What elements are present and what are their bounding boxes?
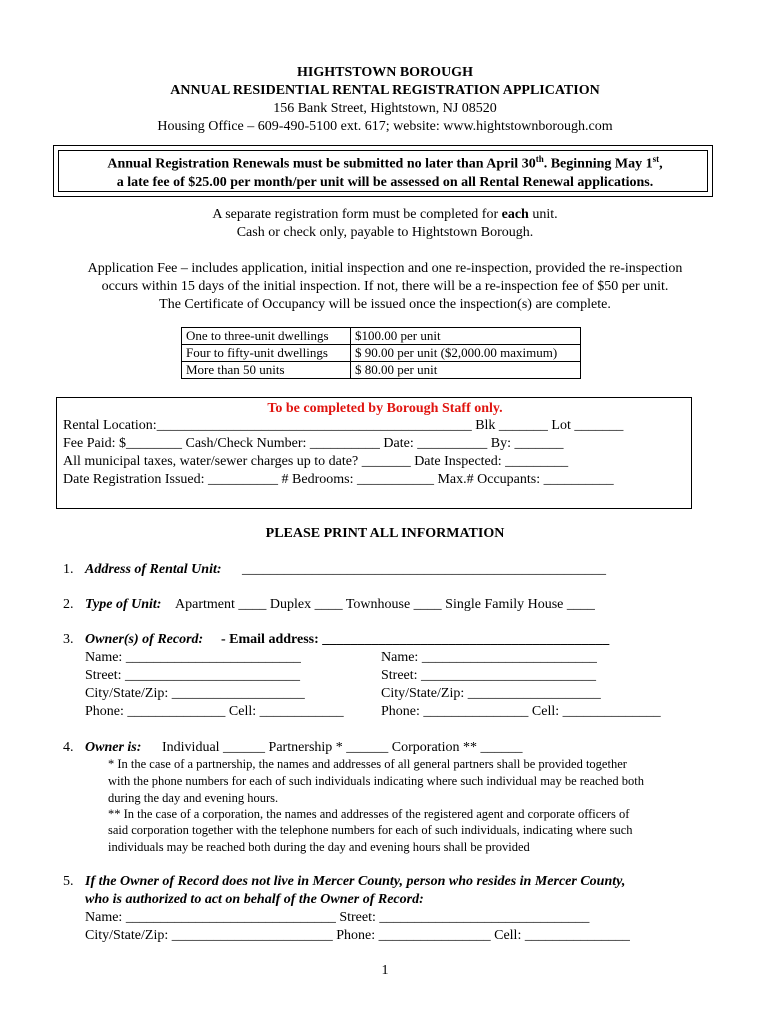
agent-name-street-row[interactable]: Name: ______________________________ Street: ______________________________ — [85, 910, 590, 925]
owner2-name-field[interactable]: Name: _________________________ — [381, 650, 597, 665]
form-title: ANNUAL RESIDENTIAL RENTAL REGISTRATION APPLICATION — [170, 83, 600, 98]
q4-label: Owner is: — [85, 740, 142, 755]
fee-category: One to three-unit dwellings — [182, 328, 351, 345]
unit-type-options[interactable]: Apartment ____ Duplex ____ Townhouse ____ Single Family House ____ — [175, 597, 595, 612]
table-row — [182, 362, 581, 379]
owner1-street-field[interactable]: Street: _________________________ — [85, 668, 301, 683]
staff-rental-location-row[interactable]: Rental Location:_____________________________________________ Blk _______ Lot _______ — [63, 418, 624, 433]
office-contact: Housing Office – 609-490-5100 ext. 617; website: www.hightstownborough.com — [157, 119, 613, 134]
notice-line-1: Annual Registration Renewals must be submitted no later than April 30th. Beginning May 1st, — [107, 154, 663, 172]
staff-only-heading: To be completed by Borough Staff only. — [267, 401, 503, 416]
office-address: 156 Bank Street, Hightstown, NJ 08520 — [273, 101, 497, 116]
agent-city-phone-row[interactable]: City/State/Zip: _______________________ Phone: ________________ Cell: _______________ — [85, 928, 630, 943]
owner1-phone-field[interactable]: Phone: ______________ Cell: ____________ — [85, 704, 344, 719]
fee-table — [181, 327, 581, 379]
owner2-city-field[interactable]: City/State/Zip: ___________________ — [381, 686, 601, 701]
staff-registration-row[interactable]: Date Registration Issued: __________ # Bedrooms: ___________ Max.# Occupants: __________ — [63, 472, 614, 487]
rental-address-field[interactable]: ____________________________________________________ — [242, 562, 606, 577]
partnership-note-line-2: with the phone numbers for each of such individuals indicating where such individual may be reached both — [108, 774, 644, 788]
fee-amount: $ 90.00 per unit ($2,000.00 maximum) — [351, 345, 581, 362]
fee-amount: $100.00 per unit — [351, 328, 581, 345]
q1-number: 1. — [63, 562, 74, 577]
corporation-note-line-3: individuals may be reached both during the day and evening hours shall be provided — [108, 840, 530, 854]
owner-type-options[interactable]: Individual ______ Partnership * ______ Corporation ** ______ — [162, 740, 523, 755]
table-row — [182, 345, 581, 362]
notice-line-2: a late fee of $25.00 per month/per unit will be assessed on all Rental Renewal applications. — [116, 175, 654, 190]
fee-desc-line-2: occurs within 15 days of the initial inspection. If not, there will be a re-inspection fee of $50 per unit. — [101, 279, 669, 294]
separate-form-note: A separate registration form must be completed for each unit. — [212, 207, 558, 222]
staff-taxes-row[interactable]: All municipal taxes, water/sewer charges up to date? _______ Date Inspected: _________ — [63, 454, 569, 469]
staff-fee-paid-row[interactable]: Fee Paid: $________ Cash/Check Number: __________ Date: __________ By: _______ — [63, 436, 564, 451]
section-title: PLEASE PRINT ALL INFORMATION — [265, 526, 505, 541]
owner2-phone-field[interactable]: Phone: _______________ Cell: ______________ — [381, 704, 661, 719]
page-number: 1 — [381, 963, 389, 978]
owner2-street-field[interactable]: Street: _________________________ — [381, 668, 597, 683]
q5-number: 5. — [63, 874, 74, 889]
q5-label-line-2: who is authorized to act on behalf of the Owner of Record: — [85, 892, 424, 907]
q3-number: 3. — [63, 632, 74, 647]
owner1-city-field[interactable]: City/State/Zip: ___________________ — [85, 686, 305, 701]
partnership-note-line-3: during the day and evening hours. — [108, 791, 279, 805]
partnership-note-line-1: * In the case of a partnership, the names and addresses of all general partners shall be provided together — [108, 757, 627, 771]
org-name: HIGHTSTOWN BOROUGH — [297, 65, 473, 80]
corporation-note-line-1: ** In the case of a corporation, the names and addresses of the registered agent and corporate officers of — [108, 807, 630, 821]
q2-label: Type of Unit: — [85, 597, 162, 612]
q3-label: Owner(s) of Record: — [85, 632, 204, 647]
corporation-note-line-2: said corporation together with the telephone numbers for each of such individuals, indicating where such — [108, 823, 633, 837]
q2-number: 2. — [63, 597, 74, 612]
fee-desc-line-1: Application Fee – includes application, initial inspection and one re-inspection, provided the re-inspection — [87, 261, 683, 276]
table-row — [182, 328, 581, 345]
owner1-name-field[interactable]: Name: _________________________ — [85, 650, 301, 665]
q1-label: Address of Rental Unit: — [85, 562, 222, 577]
owner-email-field[interactable]: - Email address: _________________________________________ — [221, 632, 610, 647]
fee-amount: $ 80.00 per unit — [351, 362, 581, 379]
fee-category: More than 50 units — [182, 362, 351, 379]
fee-category: Four to fifty-unit dwellings — [182, 345, 351, 362]
q5-label-line-1: If the Owner of Record does not live in Mercer County, person who resides in Mercer County, — [85, 874, 626, 889]
payment-note: Cash or check only, payable to Hightstown Borough. — [236, 225, 534, 240]
q4-number: 4. — [63, 740, 74, 755]
fee-desc-line-3: The Certificate of Occupancy will be issued once the inspection(s) are complete. — [159, 297, 611, 312]
